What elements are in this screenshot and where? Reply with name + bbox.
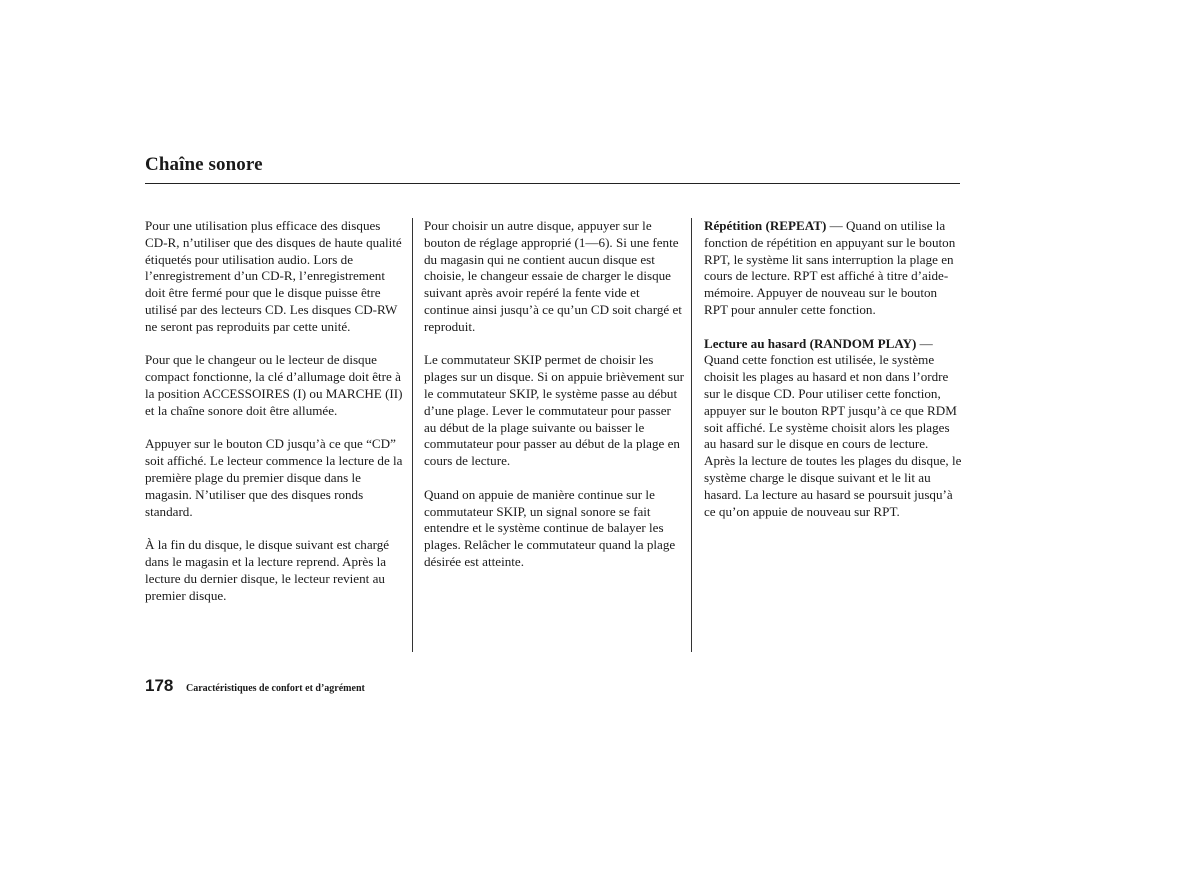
paragraph-skip-switch: Le commutateur SKIP permet de choisir les plages sur un disque. Si on appuie brièvement sur le commutateur SKIP, le système passe au début d’une plage. Lever le commutateur pour passer au début de la plage suivante ou baisser le commutateur pour passer au début de la plage en cours de lecture. [424,352,685,469]
paragraph-cdr: Pour une utilisation plus efficace des disques CD-R, n’utiliser que des disques de haute qualité étiquetés pour utilisation audio. Lors de l’enregistrement d’un CD-R, l’enregistrement doit être fermé pour que le disque puisse être utilisé par des lecteurs CD. Les disques CD-RW ne seront pas reproduits par cette unité. [145,218,402,334]
section-random-play [704,336,962,521]
column-2 [424,218,684,588]
paragraph-skip-continuous: Quand on appuie de manière continue sur le commutateur SKIP, un signal sonore se fait entendre et le système continue de balayer les plages. Relâcher le commutateur quand la plage désirée est atteinte. [424,486,676,569]
column-divider-1 [412,218,413,652]
column-3 [704,218,962,537]
section-text-repeat: — Quand on utilise la fonction de répétition en appuyant sur le bouton RPT, le système lit sans interruption la plage en cours de lecture. RPT est affiché à titre d’aide-mémoire. Appuyer de nouveau sur le bouton RPT pour annuler cette fonction. [704,218,956,317]
column-divider-2 [691,218,692,652]
section-repeat [704,218,962,319]
footer-section-title: Caractéristiques de confort et d’agrément [186,683,365,694]
column-1 [145,218,405,621]
paragraph-end-of-disc: À la fin du disque, le disque suivant est chargé dans le magasin et la lecture reprend. Après la lecture du dernier disque, le lecteur revient au premier disque. [145,537,390,603]
paragraph-choose-disc: Pour choisir un autre disque, appuyer sur le bouton de réglage approprié (1—6). Si une fente du magasin qui ne contient aucun disque est choisie, le changeur essaie de charger le disque suivant après avoir repéré la fente vide et continue ainsi jusqu’à ce qu’un CD soit chargé et reproduit. [424,218,682,334]
section-heading-random-play: Lecture au hasard (RANDOM PLAY) [704,335,917,351]
page-title: Chaîne sonore [145,154,263,175]
section-text-random-play: — Quand cette fonction est utilisée, le système choisit les plages au hasard et non dans l’ordre sur le disque CD. Pour utiliser cette fonction, appuyer sur le bouton RPT jusqu’à ce que RDM soit affiché. Le système choisit alors les plages au hasard sur le disque en cours de lecture. Après la lecture de toutes les plages du disque, le système charge le disque suivant et le lit au hasard. La lecture au hasard se poursuit jusqu’à ce qu’on appuie de nouveau sur RPT. [704,335,962,519]
title-divider [145,183,960,184]
section-heading-repeat: Répétition (REPEAT) [704,218,827,233]
page-number: 178 [145,676,174,695]
paragraph-cd-button: Appuyer sur le bouton CD jusqu’à ce que “CD” soit affiché. Le lecteur commence la lecture de la première plage du premier disque dans le magasin. N’utiliser que des disques ronds standard. [145,436,403,519]
paragraph-ignition: Pour que le changeur ou le lecteur de disque compact fonctionne, la clé d’allumage doit être à la position ACCESSOIRES (I) ou MARCHE (II) et la chaîne sonore doit être allumée. [145,352,403,418]
